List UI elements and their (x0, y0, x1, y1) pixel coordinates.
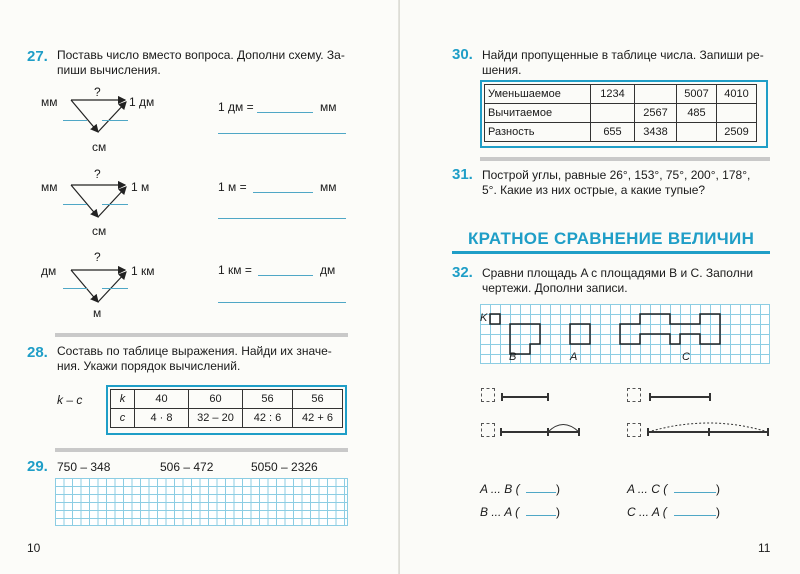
expression: k – c (57, 393, 83, 407)
unit-label: см (92, 224, 107, 238)
calc-item: 506 – 472 (160, 460, 214, 474)
unit-label: 1 м (131, 180, 150, 194)
figure-label: B (509, 351, 517, 363)
separator (55, 333, 348, 337)
exercise-text: 5°. Какие из них острые, а какие тупые? (482, 183, 706, 197)
comparison-record: A ... C ( (627, 482, 668, 496)
table-row (111, 409, 343, 428)
exercise-number: 29. (27, 458, 48, 475)
unknown-mark: ? (94, 250, 101, 264)
unit-label: мм (41, 95, 58, 109)
answer-line[interactable] (674, 492, 716, 493)
answer-line[interactable] (102, 204, 128, 205)
answer-line[interactable] (257, 112, 313, 113)
answer-box[interactable] (481, 423, 495, 437)
answer-line[interactable] (102, 288, 128, 289)
right-page (400, 0, 800, 574)
exercise-text: Построй углы, равные 26°, 153°, 75°, 200°, 178°, (482, 168, 751, 182)
answer-line[interactable] (218, 302, 346, 303)
close-paren: ) (556, 505, 560, 519)
table-cell: 485 (677, 104, 717, 123)
exercise-number: 28. (27, 344, 48, 361)
close-paren: ) (716, 482, 720, 496)
table-cell: 5007 (677, 85, 717, 104)
figure-label: A (570, 351, 578, 363)
exercise-text: пиши вычисления. (57, 63, 161, 77)
table-cell: 4 · 8 (135, 409, 189, 428)
table-cell: Разность (485, 123, 591, 142)
answer-line[interactable] (102, 120, 128, 121)
exercise-text: Составь по таблице выражения. Найди их значе- (57, 344, 332, 358)
table-cell: k (111, 390, 135, 409)
squared-grid[interactable] (55, 478, 348, 526)
unit-label: мм (41, 180, 58, 194)
unit-label: 1 дм (129, 95, 155, 109)
answer-box[interactable] (627, 423, 641, 437)
table-cell: 56 (243, 390, 293, 409)
table-cell: 655 (591, 123, 635, 142)
exercise-text: ния. Укажи порядок вычислений. (57, 359, 241, 373)
comparison-record: B ... A ( (480, 505, 520, 519)
exercise-text: Поставь число вместо вопроса. Дополни схему. За- (57, 48, 345, 62)
answer-line[interactable] (526, 492, 556, 493)
table-cell: 56 (293, 390, 343, 409)
segment (649, 396, 711, 398)
table-cell: 2509 (717, 123, 757, 142)
section-title: КРАТНОЕ СРАВНЕНИЕ ВЕЛИЧИН (468, 229, 755, 248)
table-cell: 42 + 6 (293, 409, 343, 428)
comparison-record: A ... B ( (480, 482, 520, 496)
exercise-number: 31. (452, 166, 473, 183)
segment-with-dotted-arc (647, 412, 771, 438)
calc-item: 5050 – 2326 (251, 460, 318, 474)
answer-line[interactable] (218, 133, 346, 134)
table-cell[interactable] (635, 85, 677, 104)
separator (480, 157, 770, 161)
unit-label: 1 км (131, 264, 155, 278)
answer-box[interactable] (481, 388, 495, 402)
answer-line[interactable] (63, 288, 87, 289)
comparison-record: C ... A ( (627, 505, 667, 519)
table-row (111, 390, 343, 409)
table-row (485, 123, 757, 142)
equation-label: 1 км = (218, 263, 252, 277)
answer-line[interactable] (63, 120, 87, 121)
unit-label: мм (320, 180, 337, 194)
equation-label: 1 м = (218, 180, 247, 194)
exercise-number: 32. (452, 264, 473, 281)
table-cell[interactable] (591, 104, 635, 123)
table-cell: 32 – 20 (189, 409, 243, 428)
answer-line[interactable] (526, 515, 556, 516)
exercise-text: чертежи. Дополни записи. (482, 281, 628, 295)
figure-label: C (682, 351, 690, 363)
table-cell[interactable] (677, 123, 717, 142)
section-underline (452, 251, 770, 254)
table-cell[interactable] (717, 104, 757, 123)
unit-label: дм (320, 263, 336, 277)
unknown-mark: ? (94, 85, 101, 99)
answer-line[interactable] (63, 204, 87, 205)
triangle-arrow-diagram (55, 252, 155, 322)
exercise-number: 27. (27, 48, 48, 65)
equation-label: 1 дм = (218, 100, 254, 114)
subtraction-table (484, 84, 757, 142)
unit-label: м (93, 306, 102, 320)
exercise-text: шения. (482, 63, 522, 77)
calc-item: 750 – 348 (57, 460, 111, 474)
unknown-mark: ? (94, 167, 101, 181)
table-cell: 4010 (717, 85, 757, 104)
separator (55, 448, 348, 452)
answer-line[interactable] (253, 192, 313, 193)
figure-label: K (480, 312, 488, 324)
answer-line[interactable] (258, 275, 313, 276)
exercise-text: Найди пропущенные в таблице числа. Запиши ре- (482, 48, 764, 62)
page-number: 10 (27, 541, 41, 555)
table-cell: 1234 (591, 85, 635, 104)
close-paren: ) (716, 505, 720, 519)
table-cell: 60 (189, 390, 243, 409)
table-row (485, 85, 757, 104)
page-number: 11 (758, 541, 771, 555)
unit-label: см (92, 140, 107, 154)
close-paren: ) (556, 482, 560, 496)
exercise-text: Сравни площадь A с площадями B и C. Заполни (482, 266, 754, 280)
table-cell: Вычитаемое (485, 104, 591, 123)
unit-label: дм (41, 264, 57, 278)
table-cell: 3438 (635, 123, 677, 142)
unit-label: мм (320, 100, 337, 114)
area-figures (480, 304, 770, 364)
answer-box[interactable] (627, 388, 641, 402)
table-cell: 42 : 6 (243, 409, 293, 428)
answer-line[interactable] (674, 515, 716, 516)
table-cell: Уменьшаемое (485, 85, 591, 104)
values-table (110, 389, 343, 428)
table-cell: c (111, 409, 135, 428)
exercise-number: 30. (452, 46, 473, 63)
table-cell: 40 (135, 390, 189, 409)
segment (501, 396, 549, 398)
table-cell: 2567 (635, 104, 677, 123)
table-row (485, 104, 757, 123)
answer-line[interactable] (218, 218, 346, 219)
segment-with-arc (500, 415, 582, 437)
